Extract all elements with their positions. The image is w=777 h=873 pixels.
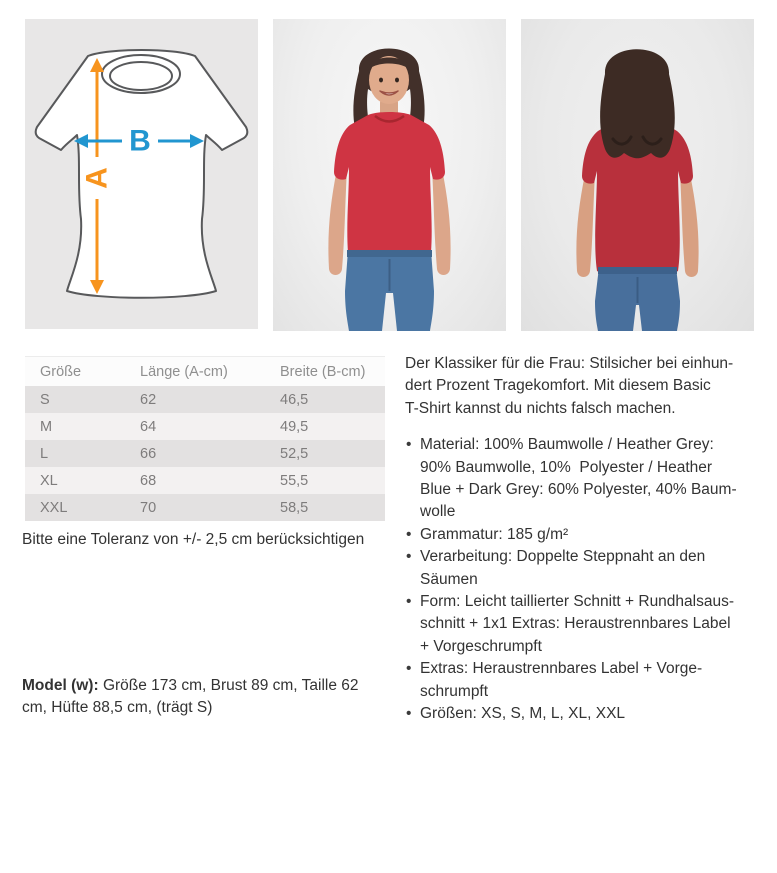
cell-size: XXL bbox=[25, 494, 125, 521]
list-item-form bbox=[405, 591, 771, 658]
model-back-illustration bbox=[521, 19, 754, 331]
model-info bbox=[22, 675, 404, 720]
cell-length: 66 bbox=[125, 440, 265, 467]
bullet-line: • Größen: XS, S, M, L, XL, XXL bbox=[420, 705, 626, 723]
col-header-size: Größe bbox=[25, 357, 125, 387]
bullet-line: + Vorgeschrumpft bbox=[420, 637, 542, 655]
model-front-illustration bbox=[273, 19, 506, 331]
col-header-length: Länge (A-cm) bbox=[125, 357, 265, 387]
cell-length: 70 bbox=[125, 494, 265, 521]
label-b: B bbox=[129, 124, 151, 158]
description-intro bbox=[405, 353, 771, 420]
cell-width: 55,5 bbox=[265, 467, 385, 494]
cell-size: XL bbox=[25, 467, 125, 494]
list-item-grammatur bbox=[405, 524, 771, 546]
cell-length: 62 bbox=[125, 386, 265, 413]
table-row bbox=[25, 440, 385, 467]
intro-line: T-Shirt kannst du nichts falsch machen. bbox=[405, 399, 676, 417]
table-row bbox=[25, 494, 385, 521]
list-item-material bbox=[405, 434, 771, 524]
model-front-photo bbox=[273, 19, 506, 331]
tolerance-note: Bitte eine Toleranz von +/- 2,5 cm berücksichtigen bbox=[22, 531, 365, 548]
bullet-line: Säumen bbox=[420, 570, 478, 588]
label-a: A bbox=[80, 167, 114, 189]
table-header-row bbox=[25, 357, 385, 387]
intro-line: dert Prozent Tragekomfort. Mit diesem Basic bbox=[405, 377, 711, 395]
bullet-line: • Verarbeitung: Doppelte Steppnaht an den bbox=[420, 548, 706, 566]
table-row bbox=[25, 386, 385, 413]
feature-list bbox=[405, 434, 771, 725]
bullet-line: • Material: 100% Baumwolle / Heather Grey: bbox=[420, 436, 714, 454]
col-header-width: Breite (B-cm) bbox=[265, 357, 385, 387]
product-description bbox=[405, 353, 771, 726]
list-item-groessen bbox=[405, 703, 771, 725]
bullet-line: schnitt + 1x1 Extras: Heraustrennbares Label bbox=[420, 615, 731, 633]
bullet-line: 90% Baumwolle, 10% Polyester / Heather bbox=[420, 458, 713, 476]
table-row bbox=[25, 413, 385, 440]
cell-length: 64 bbox=[125, 413, 265, 440]
model-info-line2: cm, Hüfte 88,5 cm, (trägt S) bbox=[22, 699, 213, 717]
intro-line: Der Klassiker für die Frau: Stilsicher bei einhun- bbox=[405, 355, 734, 372]
cell-length: 68 bbox=[125, 467, 265, 494]
bullet-line: • Grammatur: 185 g/m² bbox=[420, 525, 569, 543]
model-info-label: Model (w): bbox=[22, 677, 99, 694]
cell-size: M bbox=[25, 413, 125, 440]
bullet-line: schrumpft bbox=[420, 682, 489, 700]
tshirt-measurement-diagram-icon bbox=[25, 19, 258, 329]
bullet-line: • Extras: Heraustrennbares Label + Vorge- bbox=[420, 660, 703, 678]
size-table bbox=[25, 356, 385, 521]
bullet-line: Blue + Dark Grey: 60% Polyester, 40% Baum- bbox=[420, 481, 737, 499]
cell-width: 49,5 bbox=[265, 413, 385, 440]
cell-size: L bbox=[25, 440, 125, 467]
bullet-line: wolle bbox=[420, 503, 456, 521]
size-diagram-image bbox=[25, 19, 258, 329]
list-item-verarbeitung bbox=[405, 546, 771, 591]
cell-width: 58,5 bbox=[265, 494, 385, 521]
cell-width: 52,5 bbox=[265, 440, 385, 467]
bullet-line: • Form: Leicht taillierter Schnitt + Rundhalsaus- bbox=[420, 593, 735, 611]
model-info-line1: Größe 173 cm, Brust 89 cm, Taille 62 bbox=[102, 677, 359, 694]
cell-width: 46,5 bbox=[265, 386, 385, 413]
cell-size: S bbox=[25, 386, 125, 413]
list-item-extras bbox=[405, 658, 771, 703]
model-back-photo bbox=[521, 19, 754, 331]
table-row bbox=[25, 467, 385, 494]
